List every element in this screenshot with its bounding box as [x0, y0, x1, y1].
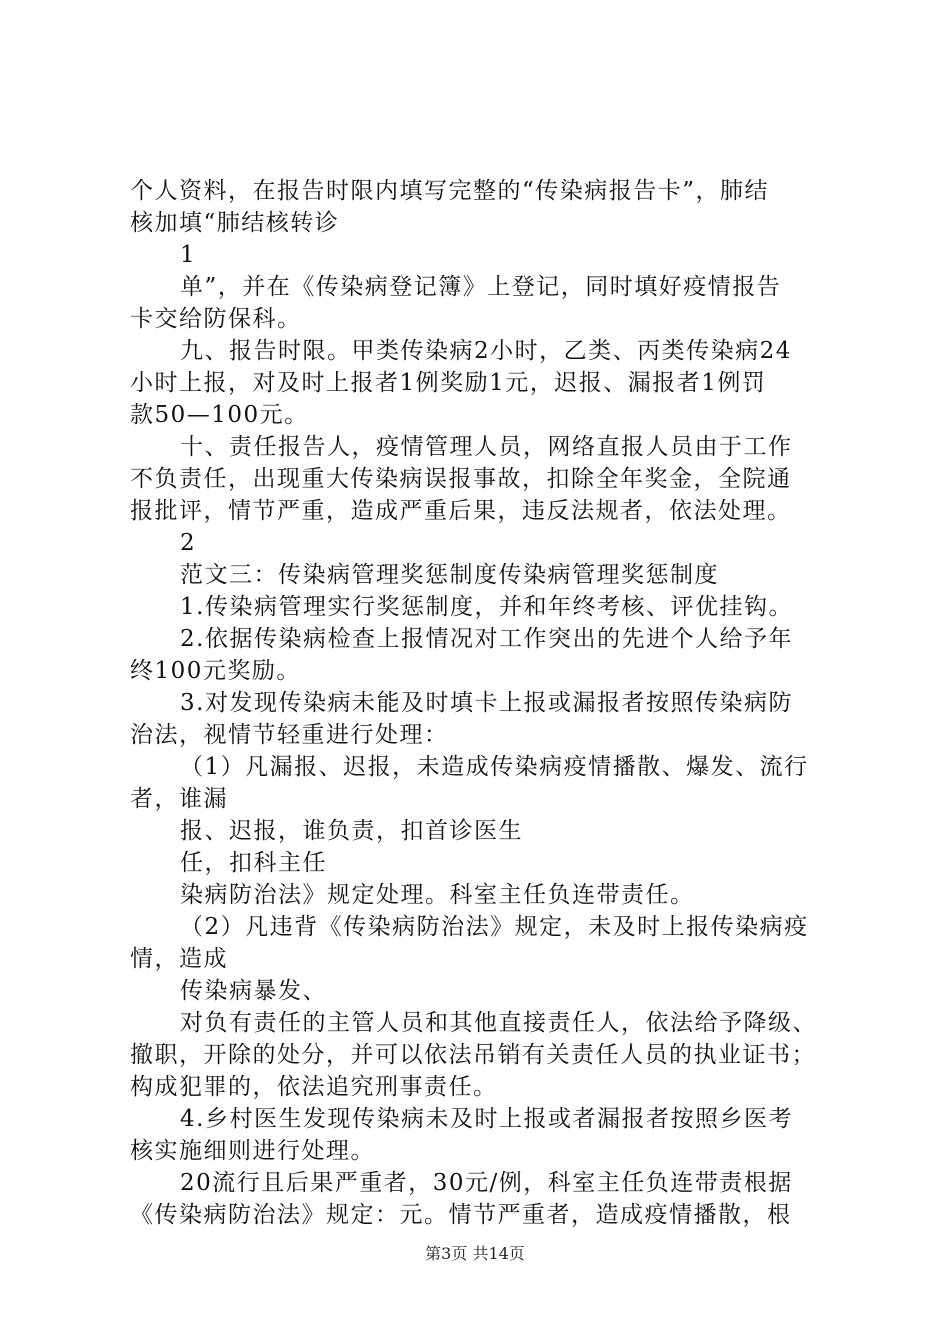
text-line: 终100元奖励。 [130, 658, 301, 684]
text-line: 构成犯罪的，依法追究刑事责任。 [130, 1074, 498, 1100]
page-marker: 2 [180, 530, 197, 556]
text-line: 撤职，开除的处分，并可以依法吊销有关责任人员的执业证书； [130, 1042, 816, 1068]
text-line: 治法，视情节轻重进行处理： [130, 722, 449, 748]
page-marker: 1 [180, 242, 197, 268]
text-line: 情，造成 [130, 946, 228, 972]
text-line: 3.对发现传染病未能及时填卡上报或漏报者按照传染病防 [180, 690, 793, 716]
text-line: 核加填“肺结核转诊 [130, 210, 340, 236]
text-line: 卡交给防保科。 [130, 306, 302, 332]
text-line: 九、报告时限。甲类传染病2小时，乙类、丙类传染病24 [180, 338, 792, 364]
text-line: 1.传染病管理实行奖惩制度，并和年终考核、评优挂钩。 [180, 594, 793, 620]
text-line: 款50—100元。 [130, 402, 309, 428]
text-line: 不负责任，出现重大传染病误报事故，扣除全年奖金，全院通 [130, 466, 792, 492]
text-line: 《传染病防治法》规定：元。情节严重者，造成疫情播散，根 [130, 1202, 792, 1228]
text-line: 个人资料，在报告时限内填写完整的“传染病报告卡”，肺结 [130, 178, 770, 204]
text-line: 任，扣科主任 [180, 850, 327, 876]
text-line: 报、迟报，谁负责，扣首诊医生 [180, 818, 523, 844]
text-line: 小时上报，对及时上报者1例奖励1元，迟报、漏报者1例罚 [130, 370, 767, 396]
text-line: 传染病暴发、 [180, 978, 327, 1004]
text-line: 报批评，情节严重，造成严重后果，违反法规者，依法处理。 [130, 498, 792, 524]
page-footer: 第3页 共14页 [425, 1244, 525, 1263]
text-line: 核实施细则进行处理。 [130, 1138, 375, 1164]
text-line: 单”，并在《传染病登记簿》上登记，同时填好疫情报告 [180, 274, 782, 300]
text-line: 2.依据传染病检查上报情况对工作突出的先进个人给予年 [180, 626, 793, 652]
text-line: 者，谁漏 [130, 786, 228, 812]
text-line: 4.乡村医生发现传染病未及时上报或者漏报者按照乡医考 [180, 1106, 793, 1132]
text-line: 染病防治法》规定处理。科室主任负连带责任。 [180, 882, 695, 908]
text-line: 对负有责任的主管人员和其他直接责任人，依法给予降级、 [180, 1010, 817, 1036]
text-line: 20流行且后果严重者，30元/例，科室主任负连带责根据 [180, 1170, 793, 1196]
text-line: （1）凡漏报、迟报，未造成传染病疫情播散、爆发、流行 [180, 754, 809, 780]
text-line: 十、责任报告人，疫情管理人员，网络直报人员由于工作 [180, 434, 793, 460]
text-line: （2）凡违背《传染病防治法》规定，未及时上报传染病疫 [180, 914, 809, 940]
section-heading: 范文三：传染病管理奖惩制度传染病管理奖惩制度 [180, 562, 719, 588]
